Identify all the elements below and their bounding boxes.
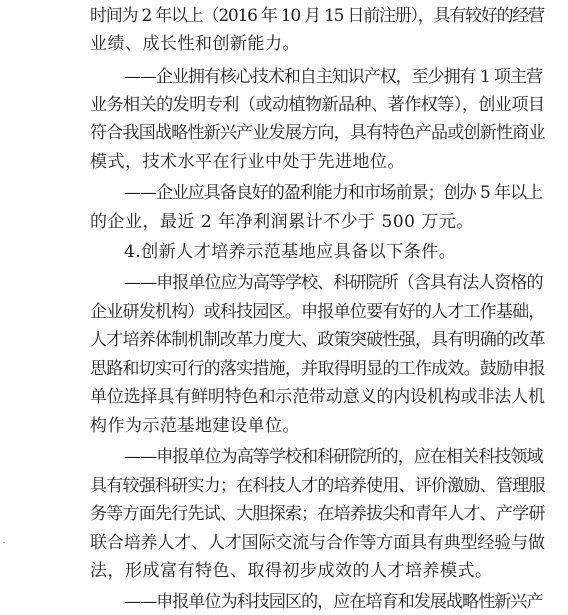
text-line: 业绩、成长性和创新能力。 [90,34,300,54]
text-line: 单位选择具有鲜明特色和示范带动意义的内设机构或非法人机 [90,387,545,407]
text-line: ——申报单位为高等学校和科研院所的，应在相关科技领域 [124,447,543,467]
text-line: 时间为 2 年以上（2016 年 10 月 15 日前注册），具有较好的经营 [90,6,544,26]
section-heading: 4.创新人才培养示范基地应具备以下条件。 [124,242,457,262]
text-line: ——申报单位为科技园区的，应在培育和发展战略性新兴产 [124,592,543,612]
text-line: 符合我国战略性新兴产业发展方向，具有特色产品或创新性商业 [90,123,545,143]
text-line: 的企业，最近 2 年净利润累计不少于 500 万元。 [90,212,474,232]
text-line: 思路和切实可行的落实措施，并取得明显的工作成效。鼓励申报 [90,359,545,379]
text-line: 模式，技术水平在行业中处于先进地位。 [90,152,405,172]
text-line: 法，形成富有特色、取得初步成效的人才培养模式。 [90,561,493,581]
text-line: 务等方面先行先试、大胆探索；在培养拔尖和青年人才、产学研 [90,504,545,524]
scan-mark: · [2,536,6,550]
text-line: 企业研发机构）或科技园区。申报单位要有好的人才工作基础， [90,302,545,322]
text-line: 联合培养人才、人才国际交流与合作等方面具有典型经验与做 [90,533,545,553]
text-line: ——企业应具备良好的盈利能力和市场前景；创办 5 年以上 [124,183,543,203]
text-line: 具有较强科研实力；在科技人才的培养使用、评价激励、管理服 [90,476,545,496]
text-line: ——企业拥有核心技术和自主知识产权，至少拥有 1 项主营 [124,67,543,87]
text-line: ——申报单位应为高等学校、科研院所（含具有法人资格的 [124,273,543,293]
text-line: 构作为示范基地建设单位。 [90,416,300,436]
text-line: 业务相关的发明专利（或动植物新品种、著作权等），创业项目 [90,95,545,115]
text-line: 人才培养体制机制改革力度大、政策突破性强，具有明确的改革 [90,330,545,350]
